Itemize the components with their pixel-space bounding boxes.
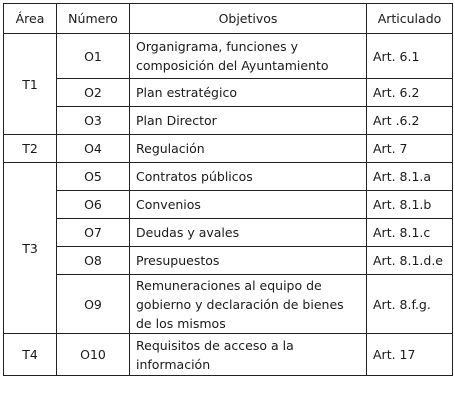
objetivo-cell: Contratos públicos (130, 163, 367, 191)
table-row (4, 34, 453, 79)
header-numero: Número (57, 4, 130, 34)
area-cell: T1 (4, 34, 57, 135)
table-row (4, 191, 453, 219)
table-row (4, 219, 453, 247)
area-cell: T3 (4, 163, 57, 334)
articulado-cell: Art. 8.1.a (367, 163, 453, 191)
numero-cell: O6 (57, 191, 130, 219)
table-row (4, 107, 453, 135)
table-row (4, 275, 453, 334)
header-area: Área (4, 4, 57, 34)
articulado-cell: Art. 8.1.c (367, 219, 453, 247)
articulado-cell: Art. 6.1 (367, 34, 453, 79)
area-cell: T4 (4, 334, 57, 376)
table-row (4, 79, 453, 107)
numero-cell: O5 (57, 163, 130, 191)
objetivo-cell: Plan Director (130, 107, 367, 135)
numero-cell: O4 (57, 135, 130, 163)
table-header (4, 4, 453, 34)
header-articulado: Articulado (367, 4, 453, 34)
numero-cell: O3 (57, 107, 130, 135)
articulado-cell: Art .6.2 (367, 107, 453, 135)
area-cell: T2 (4, 135, 57, 163)
numero-cell: O10 (57, 334, 130, 376)
numero-cell: O8 (57, 247, 130, 275)
objetivo-cell: Deudas y avales (130, 219, 367, 247)
objetivo-cell: Plan estratégico (130, 79, 367, 107)
numero-cell: O2 (57, 79, 130, 107)
articulado-cell: Art. 6.2 (367, 79, 453, 107)
objetivo-cell: Requisitos de acceso a la información (130, 334, 367, 376)
table-row (4, 247, 453, 275)
objetivo-cell: Organigrama, funciones y composición del Ayuntamiento (130, 34, 367, 79)
header-objetivos: Objetivos (130, 4, 367, 34)
table-row (4, 334, 453, 376)
table-row (4, 163, 453, 191)
objetivo-cell: Regulación (130, 135, 367, 163)
numero-cell: O7 (57, 219, 130, 247)
header-row (4, 4, 453, 34)
articulado-cell: Art. 17 (367, 334, 453, 376)
numero-cell: O9 (57, 275, 130, 334)
table-body (4, 34, 453, 376)
objetivo-cell: Presupuestos (130, 247, 367, 275)
articulado-cell: Art. 8.1.d.e (367, 247, 453, 275)
articulado-cell: Art. 8.1.b (367, 191, 453, 219)
articulado-cell: Art. 7 (367, 135, 453, 163)
objetivo-cell: Remuneraciones al equipo de gobierno y declaración de bienes de los mismos (130, 275, 367, 334)
numero-cell: O1 (57, 34, 130, 79)
objetivo-cell: Convenios (130, 191, 367, 219)
objectives-table (3, 3, 453, 376)
articulado-cell: Art. 8.f.g. (367, 275, 453, 334)
table-row (4, 135, 453, 163)
